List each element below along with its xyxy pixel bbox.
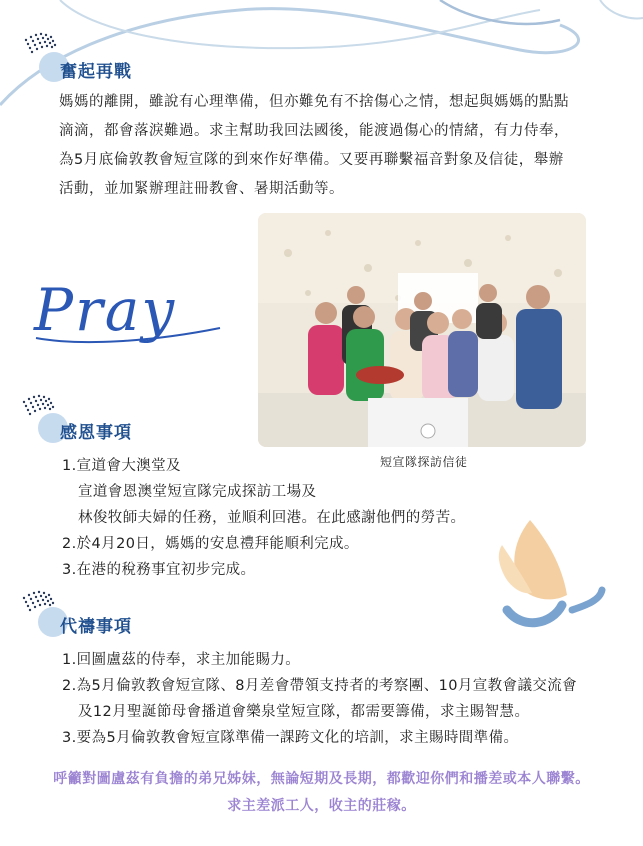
photo-illustration bbox=[258, 213, 586, 447]
list-number: 2. bbox=[62, 536, 77, 552]
list-item bbox=[62, 648, 300, 669]
list-item bbox=[62, 454, 181, 475]
section-title-prayer: 代禱事項 bbox=[60, 617, 132, 637]
dots-cluster-icon bbox=[20, 392, 60, 422]
pray-script-decoration bbox=[30, 268, 230, 358]
list-text: 宣道會大澳堂及 bbox=[76, 458, 181, 474]
list-item-continuation: 林俊牧師夫婦的任務，並順利回港。在此感謝他們的勞苦。 bbox=[78, 510, 466, 526]
praying-hands-icon bbox=[492, 515, 607, 640]
rise-again-paragraph bbox=[59, 88, 599, 204]
list-text: 於4月20日，媽媽的安息禮拜能順利完成。 bbox=[76, 536, 359, 552]
pray-script-text: Pray bbox=[34, 276, 177, 344]
list-number: 2. bbox=[62, 678, 77, 694]
section-title-rise-again: 奮起再戰 bbox=[60, 62, 132, 82]
section-title-thanks: 感恩事項 bbox=[60, 423, 132, 443]
team-visit-photo bbox=[258, 213, 586, 447]
list-text: 要為5月倫敦教會短宣隊準備一課跨文化的培訓，求主賜時間準備。 bbox=[76, 730, 519, 746]
photo-caption: 短宣隊探訪信徒 bbox=[380, 455, 468, 469]
list-item-continuation: 宣道會恩澳堂短宣隊完成探訪工場及 bbox=[78, 484, 317, 500]
list-text: 在港的稅務事宜初步完成。 bbox=[76, 562, 256, 578]
list-item-continuation: 及12月聖誕節母會播道會樂泉堂短宣隊，都需要籌備，求主賜智慧。 bbox=[78, 704, 530, 720]
list-item bbox=[62, 532, 359, 553]
footer-prayer-line: 求主差派工人，收主的莊稼。 bbox=[227, 798, 416, 814]
paragraph-line: 為5月底倫敦教會短宣隊的到來作好準備。又要再聯繫福音對象及信徒，舉辦 bbox=[59, 152, 564, 168]
list-item bbox=[62, 674, 577, 695]
paragraph-line: 活動，並加緊辦理註冊教會、暑期活動等。 bbox=[59, 181, 344, 197]
list-item bbox=[62, 726, 518, 747]
list-number: 1. bbox=[62, 458, 77, 474]
list-number: 3. bbox=[62, 562, 77, 578]
list-item bbox=[62, 558, 255, 579]
list-text: 回圖盧茲的侍奉，求主加能賜力。 bbox=[76, 652, 301, 668]
dots-cluster-icon bbox=[22, 30, 62, 60]
dots-cluster-icon bbox=[20, 588, 60, 618]
paragraph-line: 滴滴，都會落淚難過。求主幫助我回法國後，能渡過傷心的情緒，有力侍奉， bbox=[59, 123, 569, 139]
footer-call-to-action: 呼籲對圖盧茲有負擔的弟兄姊妹，無論短期及長期，都歡迎你們和播差或本人聯繫。 bbox=[53, 771, 590, 787]
list-number: 3. bbox=[62, 730, 77, 746]
list-number: 1. bbox=[62, 652, 77, 668]
list-text: 為5月倫敦教會短宣隊、8月差會帶領支持者的考察團、10月宣教會議交流會 bbox=[76, 678, 578, 694]
paragraph-line: 媽媽的離開，雖說有心理準備，但亦難免有不捨傷心之情，想起與媽媽的點點 bbox=[59, 94, 569, 110]
